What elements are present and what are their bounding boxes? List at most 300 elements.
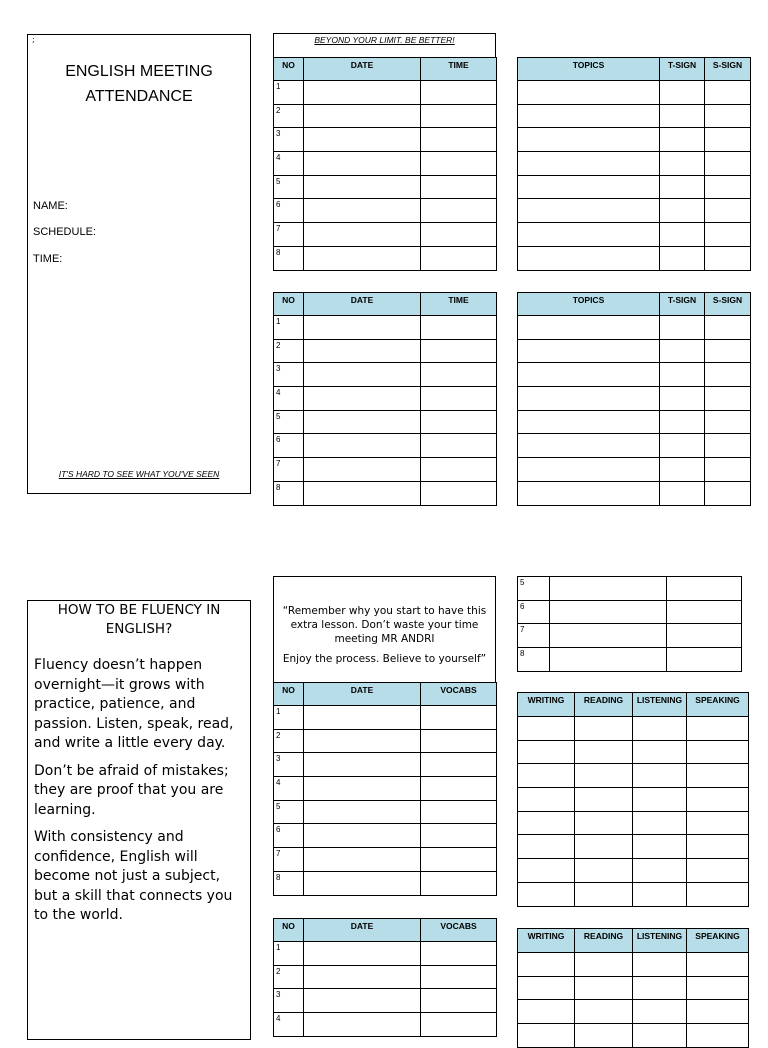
cover-panel (27, 34, 251, 494)
table-cell[interactable] (421, 848, 497, 872)
topics-rows-1 (518, 81, 751, 271)
table-cell[interactable] (518, 976, 575, 1000)
fluency-heading: HOW TO BE FLUENCY IN ENGLISH? (57, 602, 221, 637)
table-row (274, 965, 497, 989)
row-number[interactable]: 6 (274, 434, 304, 458)
table-cell[interactable] (421, 706, 497, 730)
skills-table-1 (517, 692, 749, 907)
table-cell[interactable] (421, 434, 497, 458)
table-cell[interactable] (687, 1024, 749, 1048)
vocab-table-2 (273, 918, 497, 1037)
cover-title-line1: ENGLISH MEETING (65, 63, 213, 80)
header-writing: WRITING (518, 929, 575, 953)
attendance-rows-1 (274, 81, 497, 271)
row-number[interactable]: 4 (274, 152, 304, 176)
table-cell[interactable] (518, 152, 660, 176)
table-cell[interactable] (421, 246, 497, 270)
table-row (274, 824, 497, 848)
table-cell[interactable] (304, 965, 421, 989)
table-row (274, 199, 497, 223)
header-time: TIME (421, 293, 497, 316)
row-number[interactable]: 7 (274, 458, 304, 482)
table-cell[interactable] (660, 246, 705, 270)
table-cell[interactable] (518, 104, 660, 128)
row-number[interactable]: 3 (274, 989, 304, 1013)
table-cell[interactable] (304, 989, 421, 1013)
row-number[interactable]: 5 (274, 800, 304, 824)
table-cell[interactable] (421, 965, 497, 989)
table-cell[interactable] (705, 246, 751, 270)
table-cell[interactable] (705, 363, 751, 387)
table-cell[interactable] (550, 624, 667, 648)
table-row (274, 152, 497, 176)
table-cell[interactable] (304, 729, 421, 753)
table-cell[interactable] (421, 339, 497, 363)
row-number[interactable]: 6 (518, 600, 550, 624)
table-row (518, 740, 749, 764)
topics-table-1 (517, 57, 751, 271)
table-row (274, 434, 497, 458)
header-writing: WRITING (518, 693, 575, 717)
attendance-table-2 (273, 292, 497, 506)
table-cell[interactable] (518, 223, 660, 247)
table-cell[interactable] (705, 339, 751, 363)
table-row (274, 339, 497, 363)
header-topics: TOPICS (518, 58, 660, 81)
row-number[interactable]: 8 (274, 246, 304, 270)
table-cell[interactable] (518, 175, 660, 199)
table-cell[interactable] (421, 104, 497, 128)
header-time: TIME (421, 58, 497, 81)
table-row (274, 246, 497, 270)
header-listening: LISTENING (633, 929, 687, 953)
table-cell[interactable] (667, 577, 742, 601)
table-row (518, 458, 751, 482)
table-cell[interactable] (304, 777, 421, 801)
table-row (518, 788, 749, 812)
table-cell[interactable] (304, 800, 421, 824)
table-cell[interactable] (633, 740, 687, 764)
quote-tagline: Enjoy the process. Believe to yourself” (282, 653, 487, 665)
table-cell[interactable] (705, 410, 751, 434)
table-row (274, 104, 497, 128)
continued-rows (518, 577, 742, 672)
table-cell[interactable] (421, 871, 497, 895)
table-cell[interactable] (667, 600, 742, 624)
table-cell[interactable] (575, 788, 633, 812)
table-row (518, 577, 742, 601)
table-cell[interactable] (518, 363, 660, 387)
table-cell[interactable] (575, 740, 633, 764)
row-number[interactable]: 1 (274, 706, 304, 730)
attendance-table-1 (273, 57, 497, 271)
table-cell[interactable] (421, 152, 497, 176)
table-row (518, 1000, 749, 1024)
row-number[interactable]: 4 (274, 387, 304, 411)
header-t-sign: T-SIGN (660, 58, 705, 81)
table-cell[interactable] (518, 835, 575, 859)
table-row (274, 871, 497, 895)
table-cell[interactable] (575, 1024, 633, 1048)
table-cell[interactable] (660, 175, 705, 199)
table-cell[interactable] (518, 81, 660, 105)
table-cell[interactable] (575, 717, 633, 741)
table-cell[interactable] (518, 128, 660, 152)
row-number[interactable]: 4 (274, 1013, 304, 1037)
row-number[interactable]: 3 (274, 128, 304, 152)
table-cell[interactable] (687, 764, 749, 788)
fluency-paragraph-1: Fluency doesn’t happen overnight—it grows with practice, patience, and passion. Listen, speak, read, and write a little every day. (34, 657, 234, 751)
table-cell[interactable] (633, 1024, 687, 1048)
table-cell[interactable] (421, 387, 497, 411)
header-s-sign: S-SIGN (705, 293, 751, 316)
table-cell[interactable] (518, 481, 660, 505)
fluency-paragraph-2: Don’t be afraid of mistakes; they are proof that you are learning. (34, 762, 229, 818)
row-number[interactable]: 3 (274, 753, 304, 777)
table-cell[interactable] (667, 648, 742, 672)
table-cell[interactable] (687, 740, 749, 764)
table-cell[interactable] (304, 175, 421, 199)
row-number[interactable]: 8 (518, 648, 550, 672)
table-cell[interactable] (518, 339, 660, 363)
table-cell[interactable] (304, 387, 421, 411)
table-cell[interactable] (304, 104, 421, 128)
row-number[interactable]: 8 (274, 481, 304, 505)
table-row (518, 104, 751, 128)
table-cell[interactable] (518, 316, 660, 340)
table-cell[interactable] (304, 199, 421, 223)
row-number[interactable]: 7 (274, 848, 304, 872)
table-row (518, 128, 751, 152)
table-cell[interactable] (518, 717, 575, 741)
table-cell[interactable] (421, 729, 497, 753)
table-cell[interactable] (304, 128, 421, 152)
header-no: NO (274, 919, 304, 942)
table-cell[interactable] (518, 811, 575, 835)
cover-bottom-motto: IT'S HARD TO SEE WHAT YOU'VE SEEN (58, 469, 220, 479)
table-row (274, 848, 497, 872)
table-cell[interactable] (518, 953, 575, 977)
table-row (518, 246, 751, 270)
table-cell[interactable] (705, 316, 751, 340)
continued-table (517, 576, 742, 672)
table-row (274, 989, 497, 1013)
table-cell[interactable] (660, 223, 705, 247)
table-cell[interactable] (660, 363, 705, 387)
table-row (518, 624, 742, 648)
table-row (274, 128, 497, 152)
table-row (518, 339, 751, 363)
row-number[interactable]: 2 (274, 729, 304, 753)
table-cell[interactable] (304, 339, 421, 363)
table-row (518, 387, 751, 411)
row-number[interactable]: 8 (274, 871, 304, 895)
fluency-panel (27, 600, 251, 1040)
table-cell[interactable] (421, 481, 497, 505)
table-cell[interactable] (633, 882, 687, 906)
row-number[interactable]: 3 (274, 363, 304, 387)
table-cell[interactable] (705, 387, 751, 411)
table-cell[interactable] (421, 316, 497, 340)
table-cell[interactable] (518, 764, 575, 788)
table-cell[interactable] (687, 1000, 749, 1024)
table-cell[interactable] (705, 458, 751, 482)
table-cell[interactable] (705, 199, 751, 223)
cover-title-line2: ATTENDANCE (85, 88, 193, 105)
table-cell[interactable] (660, 410, 705, 434)
skills-rows-1 (518, 717, 749, 907)
table-cell[interactable] (633, 835, 687, 859)
table-row (274, 706, 497, 730)
table-cell[interactable] (421, 777, 497, 801)
table-row (518, 481, 751, 505)
vocab-table-1 (273, 682, 497, 896)
table-cell[interactable] (421, 199, 497, 223)
table-row (518, 223, 751, 247)
header-s-sign: S-SIGN (705, 58, 751, 81)
table-cell[interactable] (687, 953, 749, 977)
table-cell[interactable] (304, 706, 421, 730)
table-cell[interactable] (687, 835, 749, 859)
table-cell[interactable] (421, 223, 497, 247)
table-cell[interactable] (705, 434, 751, 458)
row-number[interactable]: 4 (274, 777, 304, 801)
skills-table-2 (517, 928, 749, 1048)
table-cell[interactable] (304, 942, 421, 966)
table-cell[interactable] (575, 953, 633, 977)
table-cell[interactable] (660, 387, 705, 411)
table-cell[interactable] (575, 835, 633, 859)
row-number[interactable]: 7 (274, 223, 304, 247)
table-cell[interactable] (304, 81, 421, 105)
header-date: DATE (304, 58, 421, 81)
table-cell[interactable] (633, 859, 687, 883)
table-cell[interactable] (687, 882, 749, 906)
table-cell[interactable] (575, 882, 633, 906)
table-cell[interactable] (687, 976, 749, 1000)
table-cell[interactable] (304, 871, 421, 895)
table-cell[interactable] (421, 128, 497, 152)
table-row (274, 800, 497, 824)
table-cell[interactable] (421, 989, 497, 1013)
table-cell[interactable] (575, 1000, 633, 1024)
table-row (518, 175, 751, 199)
table-row (274, 223, 497, 247)
table-cell[interactable] (705, 175, 751, 199)
table-cell[interactable] (705, 81, 751, 105)
header-reading: READING (575, 693, 633, 717)
table-cell[interactable] (518, 246, 660, 270)
table-cell[interactable] (575, 976, 633, 1000)
time-label: TIME: (33, 253, 63, 265)
header-speaking: SPEAKING (687, 693, 749, 717)
table-row (518, 81, 751, 105)
table-cell[interactable] (660, 152, 705, 176)
table-cell[interactable] (304, 1013, 421, 1037)
fluency-paragraph-3: With consistency and confidence, English will become not just a subject, but a skill that connects you to the world. (34, 829, 233, 923)
table-row (274, 316, 497, 340)
table-cell[interactable] (421, 410, 497, 434)
table-cell[interactable] (518, 458, 660, 482)
table-cell[interactable] (421, 458, 497, 482)
table-row (518, 648, 742, 672)
table-cell[interactable] (518, 410, 660, 434)
table-cell[interactable] (304, 223, 421, 247)
table-cell[interactable] (575, 859, 633, 883)
attendance-rows-2 (274, 316, 497, 506)
table-cell[interactable] (304, 848, 421, 872)
table-cell[interactable] (633, 953, 687, 977)
row-number[interactable]: 2 (274, 965, 304, 989)
table-cell[interactable] (421, 363, 497, 387)
row-number[interactable]: 6 (274, 199, 304, 223)
header-listening: LISTENING (633, 693, 687, 717)
table-row (274, 363, 497, 387)
table-row (274, 1013, 497, 1037)
table-cell[interactable] (304, 316, 421, 340)
header-t-sign: T-SIGN (660, 293, 705, 316)
header-no: NO (274, 683, 304, 706)
table-row (518, 363, 751, 387)
row-number[interactable]: 1 (274, 316, 304, 340)
table-row (518, 859, 749, 883)
row-number[interactable]: 5 (274, 410, 304, 434)
table-row (274, 458, 497, 482)
table-cell[interactable] (705, 104, 751, 128)
table-cell[interactable] (518, 1024, 575, 1048)
table-cell[interactable] (518, 387, 660, 411)
row-number[interactable]: 6 (274, 824, 304, 848)
table-cell[interactable] (304, 753, 421, 777)
table-cell[interactable] (304, 434, 421, 458)
header-topics: TOPICS (518, 293, 660, 316)
table-cell[interactable] (304, 458, 421, 482)
table-row (518, 434, 751, 458)
table-cell[interactable] (421, 175, 497, 199)
table-cell[interactable] (421, 1013, 497, 1037)
header-reading: READING (575, 929, 633, 953)
header-no: NO (274, 58, 304, 81)
table-cell[interactable] (687, 717, 749, 741)
row-number[interactable]: 5 (518, 577, 550, 601)
table-cell[interactable] (633, 976, 687, 1000)
table-cell[interactable] (550, 600, 667, 624)
schedule-label: SCHEDULE: (33, 226, 96, 238)
table-cell[interactable] (633, 717, 687, 741)
row-number[interactable]: 7 (518, 624, 550, 648)
table-cell[interactable] (667, 624, 742, 648)
table-cell[interactable] (660, 339, 705, 363)
vocab-rows-1 (274, 706, 497, 896)
table-cell[interactable] (705, 223, 751, 247)
table-row (518, 717, 749, 741)
table-cell[interactable] (687, 859, 749, 883)
table-cell[interactable] (518, 1000, 575, 1024)
table-cell[interactable] (304, 410, 421, 434)
table-row (274, 753, 497, 777)
quote-text: “Remember why you start to have this extra lesson. Don’t waste your time meeting MR ANDRI (282, 605, 487, 645)
table-cell[interactable] (304, 152, 421, 176)
table-cell[interactable] (575, 811, 633, 835)
cover-title (28, 59, 250, 109)
table-cell[interactable] (304, 246, 421, 270)
row-number[interactable]: 2 (274, 339, 304, 363)
table-cell[interactable] (421, 81, 497, 105)
table-row (518, 835, 749, 859)
table-cell[interactable] (518, 434, 660, 458)
table-cell[interactable] (687, 811, 749, 835)
table-cell[interactable] (633, 788, 687, 812)
header-date: DATE (304, 683, 421, 706)
table-cell[interactable] (660, 434, 705, 458)
topics-rows-2 (518, 316, 751, 506)
table-row (274, 175, 497, 199)
table-cell[interactable] (687, 788, 749, 812)
row-number[interactable]: 5 (274, 175, 304, 199)
corner-mark: ; (32, 35, 35, 44)
table-cell[interactable] (304, 824, 421, 848)
table-row (274, 942, 497, 966)
table-row (518, 811, 749, 835)
table-cell[interactable] (660, 104, 705, 128)
table-cell[interactable] (575, 764, 633, 788)
table-row (274, 777, 497, 801)
table-cell[interactable] (660, 316, 705, 340)
table-cell[interactable] (518, 199, 660, 223)
topics-table-2 (517, 292, 751, 506)
table-cell[interactable] (633, 811, 687, 835)
table-cell[interactable] (660, 81, 705, 105)
table-cell[interactable] (304, 363, 421, 387)
name-label: NAME: (33, 200, 68, 212)
header-vocabs: VOCABS (421, 683, 497, 706)
table-cell[interactable] (633, 764, 687, 788)
table-row (518, 152, 751, 176)
table-cell[interactable] (705, 128, 751, 152)
table-cell[interactable] (421, 800, 497, 824)
table-row (274, 81, 497, 105)
table-cell[interactable] (518, 859, 575, 883)
table-cell[interactable] (550, 577, 667, 601)
table-cell[interactable] (304, 481, 421, 505)
header-vocabs: VOCABS (421, 919, 497, 942)
table-row (274, 410, 497, 434)
table-cell[interactable] (421, 753, 497, 777)
table-cell[interactable] (421, 824, 497, 848)
table-cell[interactable] (518, 740, 575, 764)
table-cell[interactable] (421, 942, 497, 966)
row-number[interactable]: 1 (274, 942, 304, 966)
table-cell[interactable] (518, 788, 575, 812)
table-cell[interactable] (705, 481, 751, 505)
row-number[interactable]: 1 (274, 81, 304, 105)
row-number[interactable]: 2 (274, 104, 304, 128)
table-row (518, 882, 749, 906)
table-cell[interactable] (660, 128, 705, 152)
table-cell[interactable] (550, 648, 667, 672)
table-cell[interactable] (705, 152, 751, 176)
top-motto-box (273, 33, 496, 57)
table-cell[interactable] (633, 1000, 687, 1024)
table-cell[interactable] (660, 481, 705, 505)
table-cell[interactable] (518, 882, 575, 906)
table-row (518, 410, 751, 434)
skills-rows-2 (518, 953, 749, 1048)
header-date: DATE (304, 919, 421, 942)
table-cell[interactable] (660, 199, 705, 223)
table-cell[interactable] (660, 458, 705, 482)
table-row (518, 199, 751, 223)
